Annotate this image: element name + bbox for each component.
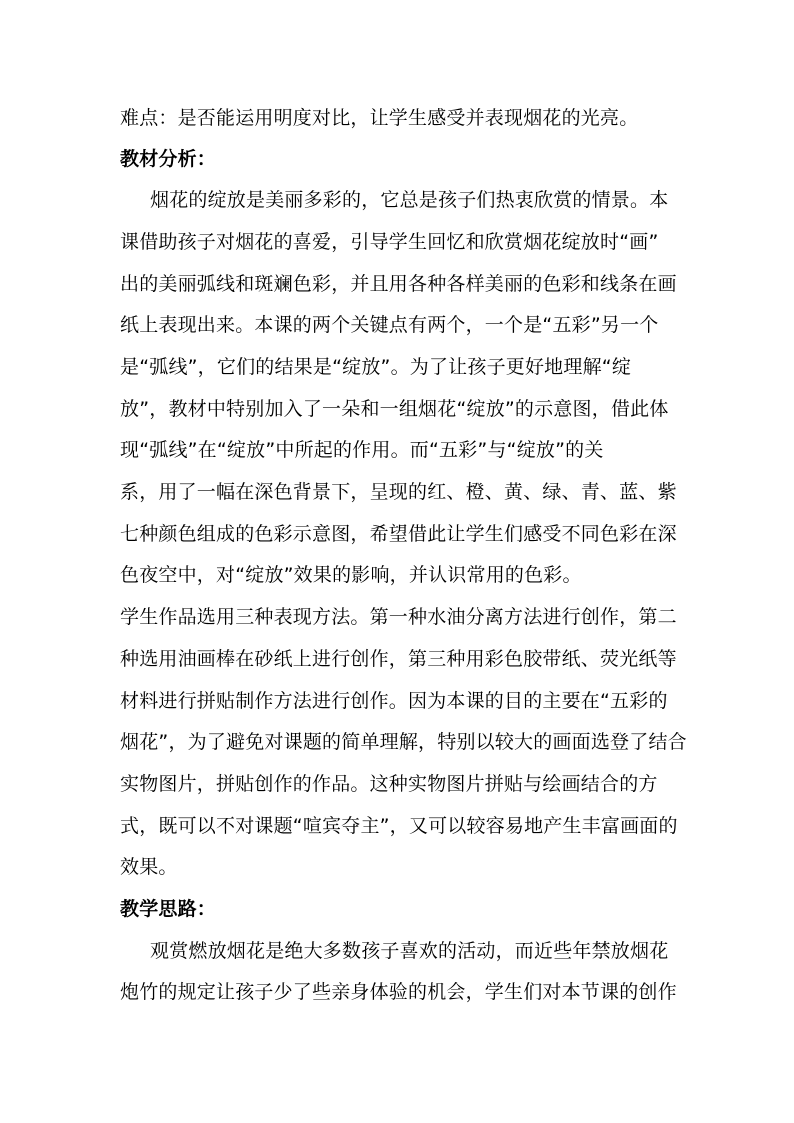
paragraph-line: 系，用了一幅在深色背景下，呈现的红、橙、黄、绿、青、蓝、紫 [120,481,677,503]
teaching-approach-heading: 教学思路： [120,898,217,920]
paragraph-line: 式，既可以不对课题“喧宾夺主”，又可以较容易地产生丰富画面的 [120,815,678,837]
paragraph-line: 烟花的绽放是美丽多彩的，它总是孩子们热衷欣赏的情景。本 [150,189,669,211]
paragraph-line: 学生作品选用三种表现方法。第一种水油分离方法进行创作，第二 [120,606,677,628]
paragraph-line: 材料进行拼贴制作方法进行创作。因为本课的目的主要在“五彩的 [120,690,668,712]
paragraph-line: 现“弧线”在“绽放”中所起的作用。而“五彩”与“绽放”的关 [120,439,604,461]
paragraph-line: 炮竹的规定让孩子少了些亲身体验的机会，学生们对本节课的创作 [120,981,677,1003]
paragraph-line: 实物图片，拼贴创作的作品。这种实物图片拼贴与绘画结合的方 [120,773,658,795]
paragraph-line: 观赏燃放烟花是绝大多数孩子喜欢的活动，而近些年禁放烟花 [150,940,669,962]
paragraph-line: 课借助孩子对烟花的喜爱，引导学生回忆和欣赏烟花绽放时“画” [120,231,659,253]
paragraph-line: 纸上表现出来。本课的两个关键点有两个，一个是“五彩”另一个 [120,314,659,336]
paragraph-line: 种选用油画棒在砂纸上进行创作，第三种用彩色胶带纸、荧光纸等 [120,648,677,670]
paragraph-line: 七种颜色组成的色彩示意图，希望借此让学生们感受不同色彩在深 [120,523,677,545]
paragraph-line: 是“弧线”，它们的结果是“绽放”。为了让孩子更好地理解“绽 [120,356,632,378]
paragraph-line: 色夜空中，对“绽放”效果的影响，并认识常用的色彩。 [120,564,582,586]
paragraph-line: 放”，教材中特别加入了一朵和一组烟花“绽放”的示意图，借此体 [120,398,669,420]
paragraph-line: 出的美丽弧线和斑斓色彩，并且用各种各样美丽的色彩和线条在画 [120,273,677,295]
paragraph-line: 效果。 [120,856,178,878]
difficulty-line: 难点：是否能运用明度对比，让学生感受并表现烟花的光亮。 [120,107,639,129]
paragraph-line: 烟花”，为了避免对课题的简单理解，特别以较大的画面选登了结合 [120,731,687,753]
material-analysis-heading: 教材分析： [120,148,217,170]
